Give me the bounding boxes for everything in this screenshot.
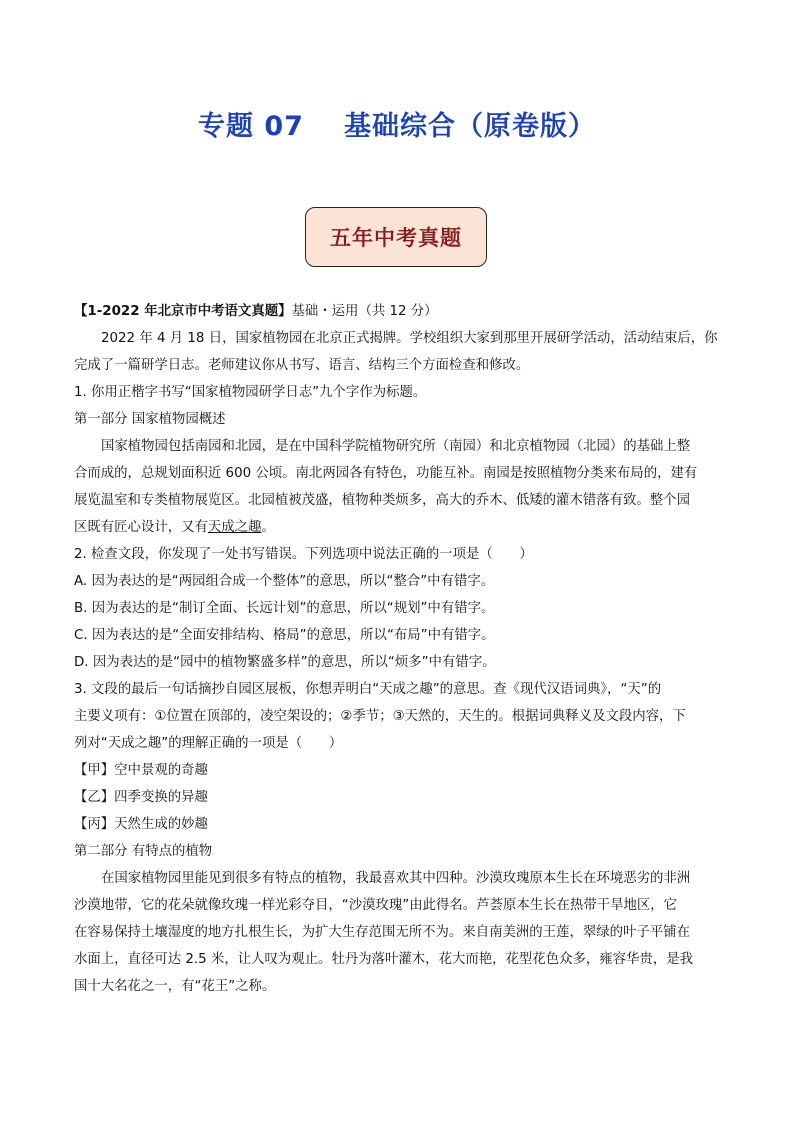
passage-2-line-5: 国十大名花之一，有“花王”之称。: [74, 979, 276, 994]
underlined-phrase: 天成之趣: [207, 520, 262, 535]
question-1: 1. 你用正楷字书写“国家植物园研学日志”九个字作为标题。: [74, 385, 427, 400]
content-body: [74, 298, 722, 1000]
question-heading: [74, 298, 722, 325]
section-badge: 五年中考真题: [305, 207, 487, 267]
option-b: B. 因为表达的是“制订全面、长远计划”的意思，所以“规划”中有错字。: [74, 601, 495, 616]
page-title: [0, 104, 794, 143]
question-3-line-2: 主要义项有：①位置在顶部的，凌空架设的；②季节；③天然的，天生的。根据词典释义及文段内容，下: [74, 709, 686, 724]
intro-line-2: 完成了一篇研学日志。老师建议你从书写、语言、结构三个方面检查和修改。: [74, 358, 530, 373]
question-3-line-3: 列对“天成之趣”的理解正确的一项是（ ）: [74, 736, 343, 751]
choice-jia: 【甲】空中景观的奇趣: [74, 763, 208, 778]
choice-bing: 【丙】天然生成的妙趣: [74, 817, 208, 832]
question-source: 【1-2022 年北京市中考语文真题】: [74, 304, 292, 319]
question-score: 基础・运用（共 12 分）: [291, 304, 438, 319]
passage-2-line-1: 在国家植物园里能见到很多有特点的植物，我最喜欢其中四种。沙漠玫瑰原本生长在环境恶劣的非洲: [101, 871, 691, 886]
passage-1-line-2: 合而成的，总规划面积近 600 公顷。南北两园各有特色，功能互补。南园是按照植物分类来布局的，建有: [74, 466, 698, 481]
title-topic-name: 基础综合（原卷版）: [343, 111, 596, 142]
intro-line-1: 2022 年 4 月 18 日，国家植物园在北京正式揭牌。学校组织大家到那里开展研学活动，活动结束后，你: [101, 331, 718, 346]
passage-1-line-4-end: 。: [261, 520, 275, 535]
passage-2-line-2: 沙漠地带，它的花朵就像玫瑰一样光彩夺目，“沙漠玫瑰”由此得名。芦荟原本生长在热带干旱地区，它: [74, 898, 678, 913]
passage-1-line-4-start: 区既有匠心设计，又有: [74, 520, 208, 535]
question-3-line-1: 3. 文段的最后一句话摘抄自园区展板，你想弄明白“天成之趣”的意思。查《现代汉语词典》，“天”的: [74, 682, 662, 697]
part-1-heading: 第一部分 国家植物园概述: [74, 412, 226, 427]
option-c: C. 因为表达的是“全面安排结构、格局”的意思，所以“布局”中有错字。: [74, 628, 495, 643]
question-2: 2. 检查文段，你发现了一处书写错误。下列选项中说法正确的一项是（ ）: [74, 547, 533, 562]
passage-2-line-3: 在容易保持土壤湿度的地方扎根生长，为扩大生存范围无所不为。来自南美洲的王莲，翠绿的叶子平铺在: [74, 925, 690, 940]
passage-1-line-3: 展览温室和专类植物展览区。北园植被茂盛，植物种类烦多，高大的乔木、低矮的灌木错落有致。整个园: [74, 493, 690, 508]
passage-2-line-4: 水面上，直径可达 2.5 米，让人叹为观止。牡丹为落叶灌木，花大而艳，花型花色众多，雍容华贵，是我: [74, 952, 693, 967]
choice-yi: 【乙】四季变换的异趣: [74, 790, 208, 805]
option-d: D. 因为表达的是“园中的植物繁盛多样”的意思，所以“烦多”中有错字。: [74, 655, 496, 670]
title-topic-number: 专题 07: [198, 111, 304, 142]
passage-1-line-4: [74, 514, 722, 541]
option-a: A. 因为表达的是“两园组合成一个整体”的意思，所以“整合”中有错字。: [74, 574, 495, 589]
passage-1-line-1: 国家植物园包括南园和北园，是在中国科学院植物研究所（南园）和北京植物园（北园）的基础上整: [101, 439, 691, 454]
part-2-heading: 第二部分 有特点的植物: [74, 844, 213, 859]
